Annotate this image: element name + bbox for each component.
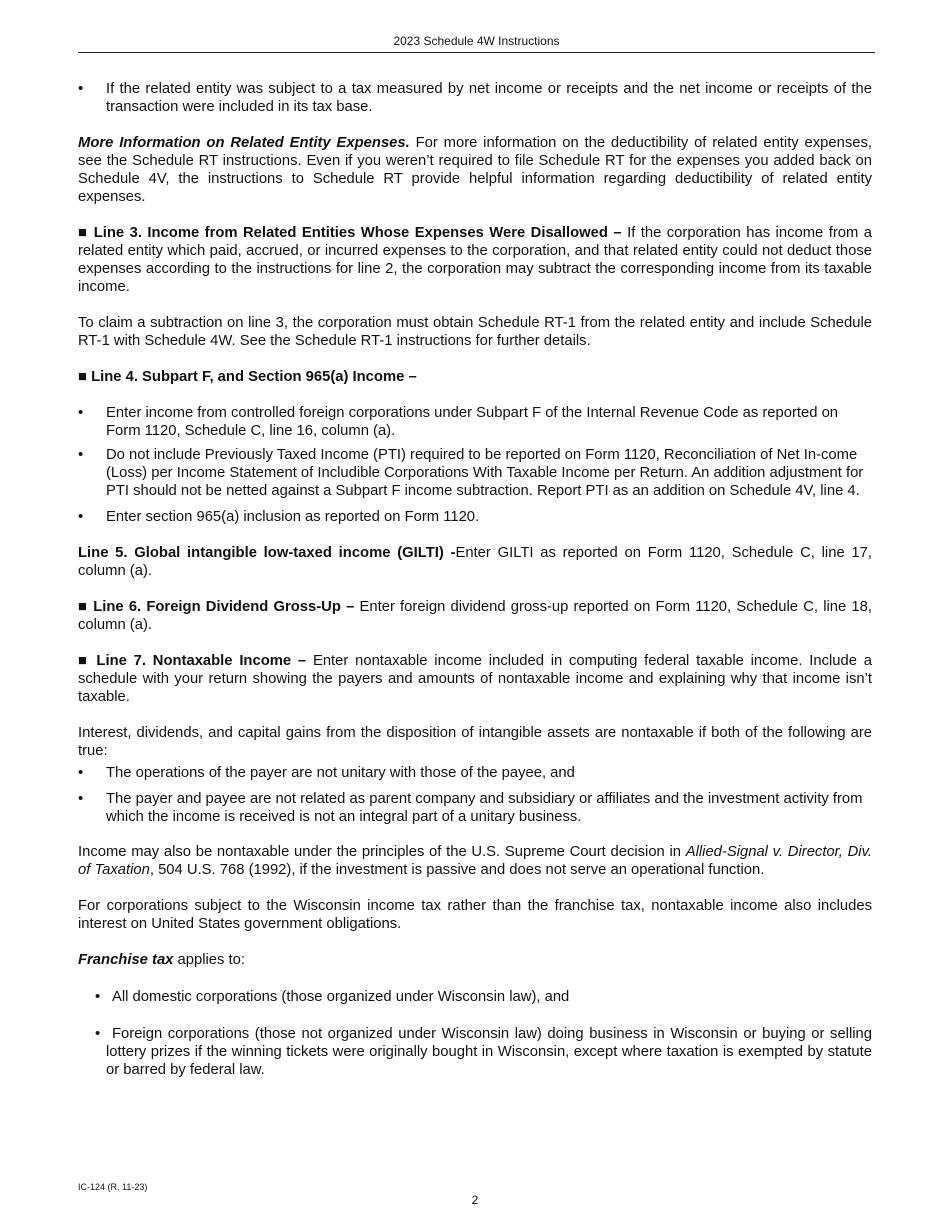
document-body	[78, 80, 872, 1079]
line3-paragraph	[78, 224, 872, 296]
line4-heading-paragraph	[78, 368, 872, 386]
list-item	[78, 404, 872, 440]
line4-square-icon: ■	[78, 369, 87, 385]
bullet-icon: •	[95, 989, 101, 1005]
bullet-text: All domestic corporations (those organized under Wisconsin law), and	[112, 989, 570, 1005]
line6-square-icon: ■	[78, 599, 89, 615]
bullet-text: If the related entity was subject to a tax measured by net income or receipts and the net income or receipts of the transaction were included in its tax base.	[106, 81, 872, 115]
more-info-text: For more information on the deductibility of related entity expenses, see the Schedule RT instructions. Even if you weren’t required to file Schedule RT for the expenses you added back on Schedule 4V, the instructions to Schedule RT provide helpful information regarding deductibility of related entity expenses.	[78, 135, 872, 205]
list-item	[78, 446, 872, 500]
list-item	[78, 508, 872, 526]
bullet-text: Enter income from controlled foreign corporations under Subpart F of the Internal Revenue Code as reported on Form 1120, Schedule C, line 16, column (a).	[106, 405, 839, 439]
line7-conditions-paragraph: Interest, dividends, and capital gains from the disposition of intangible assets are nontaxable if both of the following are true:	[78, 725, 872, 759]
form-id: IC-124 (R. 11-23)	[78, 1182, 148, 1192]
page-number: 2	[471, 1193, 479, 1207]
franchise-tax-heading: Franchise tax	[78, 952, 174, 968]
line3-heading: Line 3. Income from Related Entities Whose Expenses Were Disallowed –	[93, 225, 622, 241]
income-tax-paragraph: For corporations subject to the Wisconsin income tax rather than the franchise tax, nontaxable income also includes interest on United States government obligations.	[78, 898, 872, 932]
header-divider	[78, 52, 875, 53]
bullet-text: Foreign corporations (those not organized under Wisconsin law) doing business in Wisconsin or buying or selling lottery prizes if the winning tickets were originally bought in Wisconsin, except where taxation is exempted by statute or barred by federal law.	[106, 1026, 872, 1078]
bullet-icon: •	[78, 791, 84, 807]
line6-text: Enter foreign dividend gross-up reported on Form 1120, Schedule C, line 18, column (a).	[78, 599, 872, 633]
bullet-text: Enter section 965(a) inclusion as reported on Form 1120.	[106, 509, 480, 525]
line7-heading: Line 7. Nontaxable Income –	[96, 653, 307, 669]
line7-square-icon: ■	[78, 653, 90, 669]
list-item	[78, 80, 872, 116]
franchise-tax-paragraph	[78, 951, 872, 969]
bullet-icon: •	[78, 765, 84, 781]
case-citation: Allied-Signal v. Director, Div. of Taxation	[78, 844, 872, 878]
franchise-tax-text: applies to:	[173, 952, 245, 968]
line5-paragraph	[78, 544, 872, 580]
line6-heading: Line 6. Foreign Dividend Gross-Up –	[93, 599, 355, 615]
bullet-icon: •	[78, 81, 84, 97]
line5-text: Enter GILTI as reported on Form 1120, Schedule C, line 17, column (a).	[78, 545, 872, 579]
bullet-icon: •	[78, 405, 84, 421]
allied-signal-paragraph: Income may also be nontaxable under the principles of the U.S. Supreme Court decision in Allied-Signal v. Director, Div. of Taxation, 504 U.S. 768 (1992), if the investment is passive and does not serve an operational function.	[78, 844, 872, 878]
more-info-paragraph	[78, 134, 872, 206]
line3-text: If the corporation has income from a related entity which paid, accrued, or incurred expenses to the corporation, and that related entity could not deduct those expenses according to the instructions for line 2, the corporation may subtract the corresponding income from its taxable income.	[78, 225, 872, 295]
line3-square-icon: ■	[78, 225, 89, 241]
bullet-icon: •	[95, 1026, 101, 1042]
bullet-icon: •	[78, 447, 84, 463]
bullet-text: The operations of the payer are not unitary with those of the payee, and	[106, 765, 575, 781]
list-item	[78, 1025, 872, 1079]
list-item	[78, 790, 872, 826]
page-header-title: 2023 Schedule 4W Instructions	[393, 34, 560, 48]
line4-heading: Line 4. Subpart F, and Section 965(a) Income –	[91, 369, 417, 385]
line7-text: Enter nontaxable income included in computing federal taxable income. Include a schedule with your return showing the payers and amounts of nontaxable income and explaining why that income isn’t taxable.	[78, 653, 872, 705]
bullet-text: The payer and payee are not related as parent company and subsidiary or affiliates and the investment activity from which the income is received is not an integral part of a unitary business.	[106, 791, 863, 825]
line3-claim-paragraph: To claim a subtraction on line 3, the corporation must obtain Schedule RT-1 from the related entity and include Schedule RT-1 with Schedule 4W. See the Schedule RT-1 instructions for further details.	[78, 315, 872, 349]
more-info-heading: More Information on Related Entity Expenses.	[78, 135, 410, 151]
list-item	[78, 764, 872, 782]
list-item	[78, 988, 872, 1006]
line5-heading: Line 5. Global intangible low-taxed income (GILTI) -	[78, 545, 456, 561]
bullet-text: Do not include Previously Taxed Income (PTI) required to be reported on Form 1120, Reconciliation of Net In-come (Loss) per Income Statement of Includible Corporations With Taxable Income per Return. An addition adjustment for PTI should not be netted against a Subpart F income subtraction. Report PTI as an addition on Schedule 4V, line 4.	[106, 447, 864, 499]
line7-paragraph	[78, 652, 872, 706]
bullet-icon: •	[78, 509, 84, 525]
line6-paragraph	[78, 598, 872, 634]
